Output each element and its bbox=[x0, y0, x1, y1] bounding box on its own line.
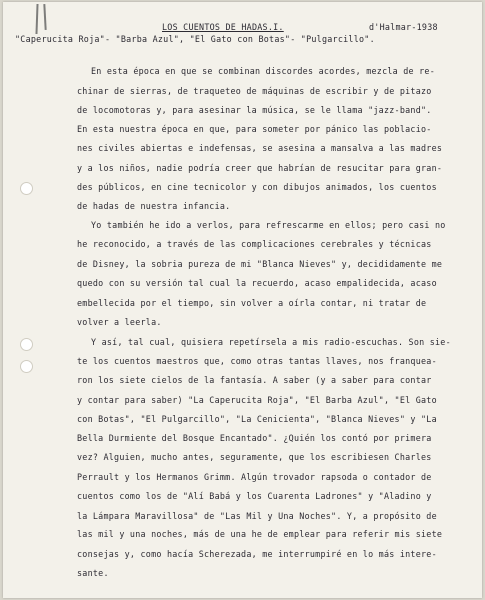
story-list-subtitle: "Caperucita Roja"- "Barba Azul", "El Gato con Botas"- "Pulgarcillo". bbox=[15, 34, 375, 44]
body-line: chinar de sierras, de traqueteo de máquinas de escribir y de pitazo bbox=[77, 86, 432, 96]
body-line: de locomotoras y, para asesinar la música, se le llama "jazz-band". bbox=[77, 105, 432, 115]
body-line: En esta nuestra época en que, para someter por pánico las poblacio- bbox=[77, 124, 432, 134]
body-line: de hadas de nuestra infancia. bbox=[77, 201, 231, 211]
body-line: con Botas", "El Pulgarcillo", "La Cenicienta", "Blanca Nieves" y "La bbox=[77, 414, 437, 424]
punch-hole bbox=[20, 360, 33, 373]
body-line: Bella Durmiente del Bosque Encantado". ¿Quién los contó por primera bbox=[77, 433, 432, 443]
body-line: nes civiles abiertas e indefensas, se asesina a mansalva a las madres bbox=[77, 143, 443, 153]
punch-hole bbox=[20, 338, 33, 351]
body-line: Y así, tal cual, quisiera repetírsela a mis radio-escuchas. Son sie- bbox=[91, 337, 451, 347]
page-title: LOS CUENTOS DE HADAS.I. bbox=[162, 22, 284, 32]
pencil-mark bbox=[35, 4, 38, 34]
byline: d'Halmar-1938 bbox=[369, 22, 438, 32]
body-line: consejas y, como hacía Scherezada, me interrumpiré en lo más intere- bbox=[77, 549, 437, 559]
body-line: embellecida por el tiempo, sin volver a oírla contar, ni tratar de bbox=[77, 298, 427, 308]
punch-hole bbox=[20, 182, 33, 195]
body-line: sante. bbox=[77, 568, 109, 578]
body-line: he reconocido, a través de las complicaciones cerebrales y técnicas bbox=[77, 239, 432, 249]
body-line: des públicos, en cine tecnicolor y con dibujos animados, los cuentos bbox=[77, 182, 437, 192]
body-line: Perrault y los Hermanos Grimm. Algún trovador rapsoda o contador de bbox=[77, 472, 432, 482]
typewritten-page bbox=[3, 2, 482, 598]
body-line: volver a leerla. bbox=[77, 317, 162, 327]
body-line: cuentos como los de "Alí Babá y los Cuarenta Ladrones" y "Aladino y bbox=[77, 491, 432, 501]
body-line: de Disney, la sobria pureza de mi "Blanca Nieves" y, decididamente me bbox=[77, 259, 443, 269]
body-line: la Lámpara Maravillosa" de "Las Mil y Una Noches". Y, a propósito de bbox=[77, 511, 437, 521]
body-line: las mil y una noches, más de una he de emplear para referir mis siete bbox=[77, 529, 443, 539]
body-line: y contar para saber) "La Caperucita Roja", "El Barba Azul", "El Gato bbox=[77, 395, 437, 405]
body-line: En esta época en que se combinan discordes acordes, mezcla de re- bbox=[91, 66, 435, 76]
body-line: vez? Alguien, mucho antes, seguramente, que los escribiesen Charles bbox=[77, 452, 432, 462]
pencil-mark bbox=[43, 4, 46, 30]
body-line: Yo también he ido a verlos, para refrescarme en ellos; pero casi no bbox=[91, 220, 446, 230]
body-line: ron los siete cielos de la fantasía. A saber (y a saber para contar bbox=[77, 375, 432, 385]
body-line: te los cuentos maestros que, como otras tantas llaves, nos franquea- bbox=[77, 356, 437, 366]
body-line: quedo con su versión tal cual la recuerdo, acaso empalidecida, acaso bbox=[77, 278, 437, 288]
body-line: y a los niños, nadie podría creer que habrían de resucitar para gran- bbox=[77, 163, 443, 173]
